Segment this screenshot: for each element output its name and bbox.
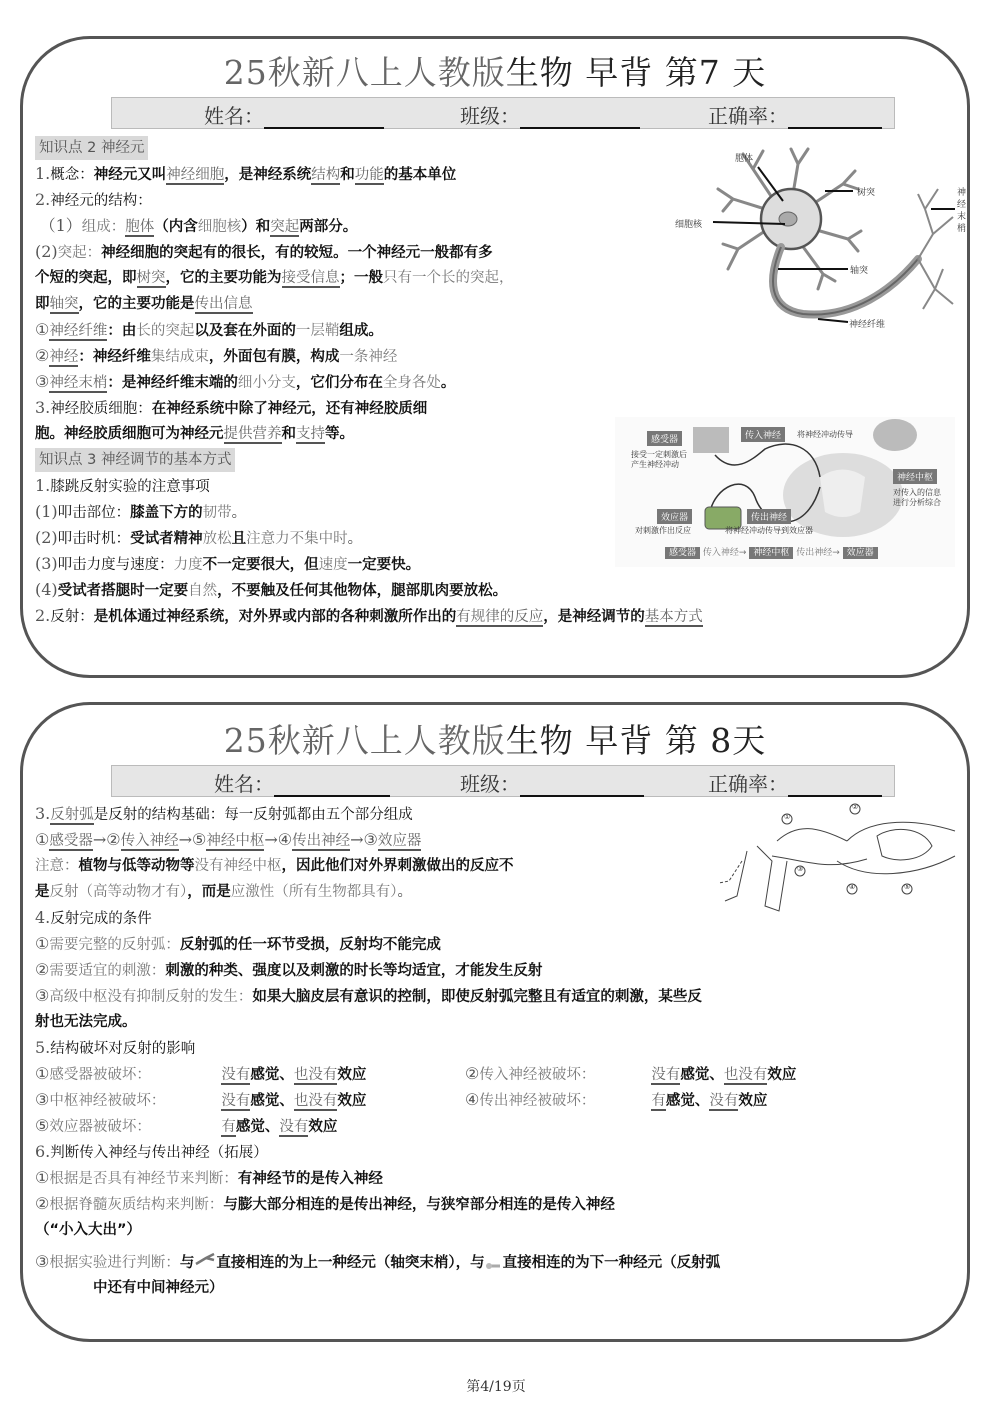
knee-item-3: (3)叩击力度与速度：力度不一定要很大，但速度一定要快。 <box>35 554 421 573</box>
page-number: 第4/19页 <box>466 1379 526 1395</box>
neuron-illustration <box>673 139 963 339</box>
name-label: 姓名： <box>204 104 264 128</box>
day7-card <box>20 36 970 678</box>
process-line-1: (2)突起：神经细胞的突起有的很长，有的较短。一个神经元一般都有多 <box>35 242 493 261</box>
day7-name-bar <box>111 97 895 129</box>
judge-2: ②根据脊髓灰质结构来判断：与膨大部分相连的是传出神经，与狭窄部分相连的是传入神经 <box>35 1194 615 1213</box>
label-nerve-fiber: 神经纤维 <box>849 320 886 330</box>
reflex-arc-chain: ①感受器→②传入神经→⑤神经中枢→④传出神经→③效应器 <box>35 830 422 849</box>
label-cell-body: 胞体 <box>735 154 754 164</box>
knee-item-2: (2)叩击时机：受试者精神放松且注意力不集中时。 <box>35 528 363 547</box>
condition-1: ①需要完整的反射弧：反射弧的任一环节受损，反射均不能完成 <box>35 934 441 953</box>
day8-card <box>20 702 970 1342</box>
title-day: 早背 第 8天 <box>573 721 767 760</box>
title-subject: 生物 <box>505 721 574 760</box>
reflex-flow: 感受器 传入神经→ 神经中枢 传出神经→ 效应器 <box>665 545 878 558</box>
judge-1: ①根据是否具有神经节来判断：有神经节的是传入神经 <box>35 1168 383 1187</box>
judge-3-cont: 中还有中间神经元） <box>93 1280 224 1296</box>
condition-3: ③高级中枢没有抑制反射的发生：如果大脑皮层有意识的控制，即使反射弧完整且有适宜的刺激，某些反 <box>35 986 702 1005</box>
day8-title <box>23 715 967 762</box>
label-axon: 轴突 <box>850 266 869 276</box>
composition-line: （1）组成：胞体（内含细胞核）和突起两部分。 <box>39 216 358 235</box>
structure-line: 2.神经元的结构： <box>35 190 152 209</box>
title-prefix: 25秋新八上人教版 <box>223 721 506 760</box>
box-afferent: 传入神经 <box>741 427 785 442</box>
damage-receptor: ①感受器被破坏： 没有感觉、也没有效应 <box>35 1064 367 1083</box>
box-center: 神经中枢 <box>893 469 937 484</box>
glia-line-1: 3.神经胶质细胞：在神经系统中除了神经元，还有神经胶质细 <box>35 398 428 417</box>
reflex-definition: 2.反射：是机体通过神经系统，对外界或内部的各种刺激所作出的有规律的反应，是神经调节的基本方式 <box>35 606 703 625</box>
accuracy-field[interactable] <box>788 105 882 129</box>
accuracy-label: 正确率： <box>708 104 788 128</box>
day8-name-bar <box>111 765 895 797</box>
nerve-fiber-line: ①神经纤维：由长的突起以及套在外面的一层鞘组成。 <box>35 320 383 339</box>
synapse-fork-icon <box>194 1249 216 1263</box>
box-effector: 效应器 <box>657 509 692 524</box>
conditions-heading: 4.反射完成的条件 <box>35 908 152 927</box>
class-field[interactable] <box>520 773 644 797</box>
accuracy-field[interactable] <box>788 773 882 797</box>
day7-title <box>23 47 967 94</box>
label-nerve-ending: 神经末梢 <box>957 188 967 234</box>
judge-heading: 6.判断传入神经与传出神经（拓展） <box>35 1142 268 1161</box>
damage-row-2 <box>35 1087 965 1113</box>
judge-3: ③根据实验进行判断：与 直接相连的为上一种经元（轴突末梢），与 直接相连的为下一种经元（反射弧 <box>35 1249 965 1275</box>
damage-heading: 5.结构破坏对反射的影响 <box>35 1038 196 1057</box>
knee-reflex-illustration <box>717 801 957 917</box>
damage-effector: ⑤效应器被破坏： 有感觉、没有效应 <box>35 1116 338 1135</box>
process-line-2: 个短的突起，即树突，它的主要功能为接受信息；一般只有一个长的突起， <box>35 270 514 286</box>
knee-item-1: (1)叩击部位：膝盖下方的韧带。 <box>35 502 247 521</box>
title-day: 早背 第7 天 <box>573 53 767 92</box>
kp2-heading: 知识点 2 神经元 <box>35 136 148 160</box>
note-line-1: 注意：植物与低等动物等没有神经中枢，因此他们对外界刺激做出的反应不 <box>35 858 514 874</box>
kp3-heading: 知识点 3 神经调节的基本方式 <box>35 448 235 472</box>
synapse-knob-icon <box>485 1256 503 1270</box>
class-label: 班级： <box>460 772 520 796</box>
nerve-line: ②神经：神经纤维集结成束，外面包有膜，构成一条神经 <box>35 346 398 365</box>
knee-item-4: (4)受试者搭腿时一定要自然，不要触及任何其他物体，腿部肌肉要放松。 <box>35 580 508 599</box>
box-efferent: 传出神经 <box>747 509 791 524</box>
damage-afferent: ②传入神经被破坏： 没有感觉、也没有效应 <box>465 1064 797 1083</box>
note-line-2: 是反射（高等动物才有），而是应激性（所有生物都具有）。 <box>35 884 412 900</box>
title-prefix: 25秋新八上人教版 <box>223 53 506 92</box>
process-line-3: 即轴突，它的主要功能是传出信息 <box>35 296 253 312</box>
reflex-diagram: 感受器 接受一定刺激后 产生神经冲动 传入神经 将神经冲动传导 神经中枢 对传入的信息 进行分析综合 效应器 对刺激作出反应 传出神经 将神经冲动传导到效应器 感受器 传入神经→ 神经中枢 传出神经→ 效应器 <box>615 417 955 567</box>
reflex-arc-diagram: ① ② ③ ④ ⑤ <box>717 801 957 917</box>
day7-content <box>35 135 703 629</box>
name-field[interactable] <box>264 105 384 129</box>
damage-row-3 <box>35 1113 965 1139</box>
condition-2: ②需要适宜的刺激：刺激的种类、强度以及刺激的时长等均适宜，才能发生反射 <box>35 960 543 979</box>
judge-2-cont: （“小入大出”） <box>35 1222 142 1238</box>
concept-line: 1.概念：神经元又叫神经细胞，是神经系统结构和功能的基本单位 <box>35 164 457 183</box>
label-nucleus: 细胞核 <box>675 220 703 230</box>
class-field[interactable] <box>520 105 640 129</box>
name-label: 姓名： <box>214 772 274 796</box>
condition-3-cont: 射也无法完成。 <box>35 1014 137 1030</box>
damage-center: ③中枢神经被破坏： 没有感觉、也没有效应 <box>35 1090 367 1109</box>
neuron-diagram <box>673 139 967 339</box>
glia-line-2: 胞。神经胶质细胞可为神经元提供营养和支持等。 <box>35 426 354 442</box>
box-receptor: 感受器 <box>647 431 682 446</box>
damage-row-1 <box>35 1061 965 1087</box>
damage-efferent: ④传出神经被破坏： 有感觉、没有效应 <box>465 1090 768 1109</box>
title-subject: 生物 <box>505 53 574 92</box>
class-label: 班级： <box>460 104 520 128</box>
label-dendrite: 树突 <box>857 188 876 198</box>
knee-reflex-heading: 1.膝跳反射实验的注意事项 <box>35 476 210 495</box>
nerve-ending-line: ③神经末梢：是神经纤维末端的细小分支，它们分布在全身各处。 <box>35 372 456 391</box>
accuracy-label: 正确率： <box>708 772 788 796</box>
reflex-arc-line: 3.反射弧是反射的结构基础：每一反射弧都由五个部分组成 <box>35 804 413 823</box>
name-field[interactable] <box>274 773 390 797</box>
